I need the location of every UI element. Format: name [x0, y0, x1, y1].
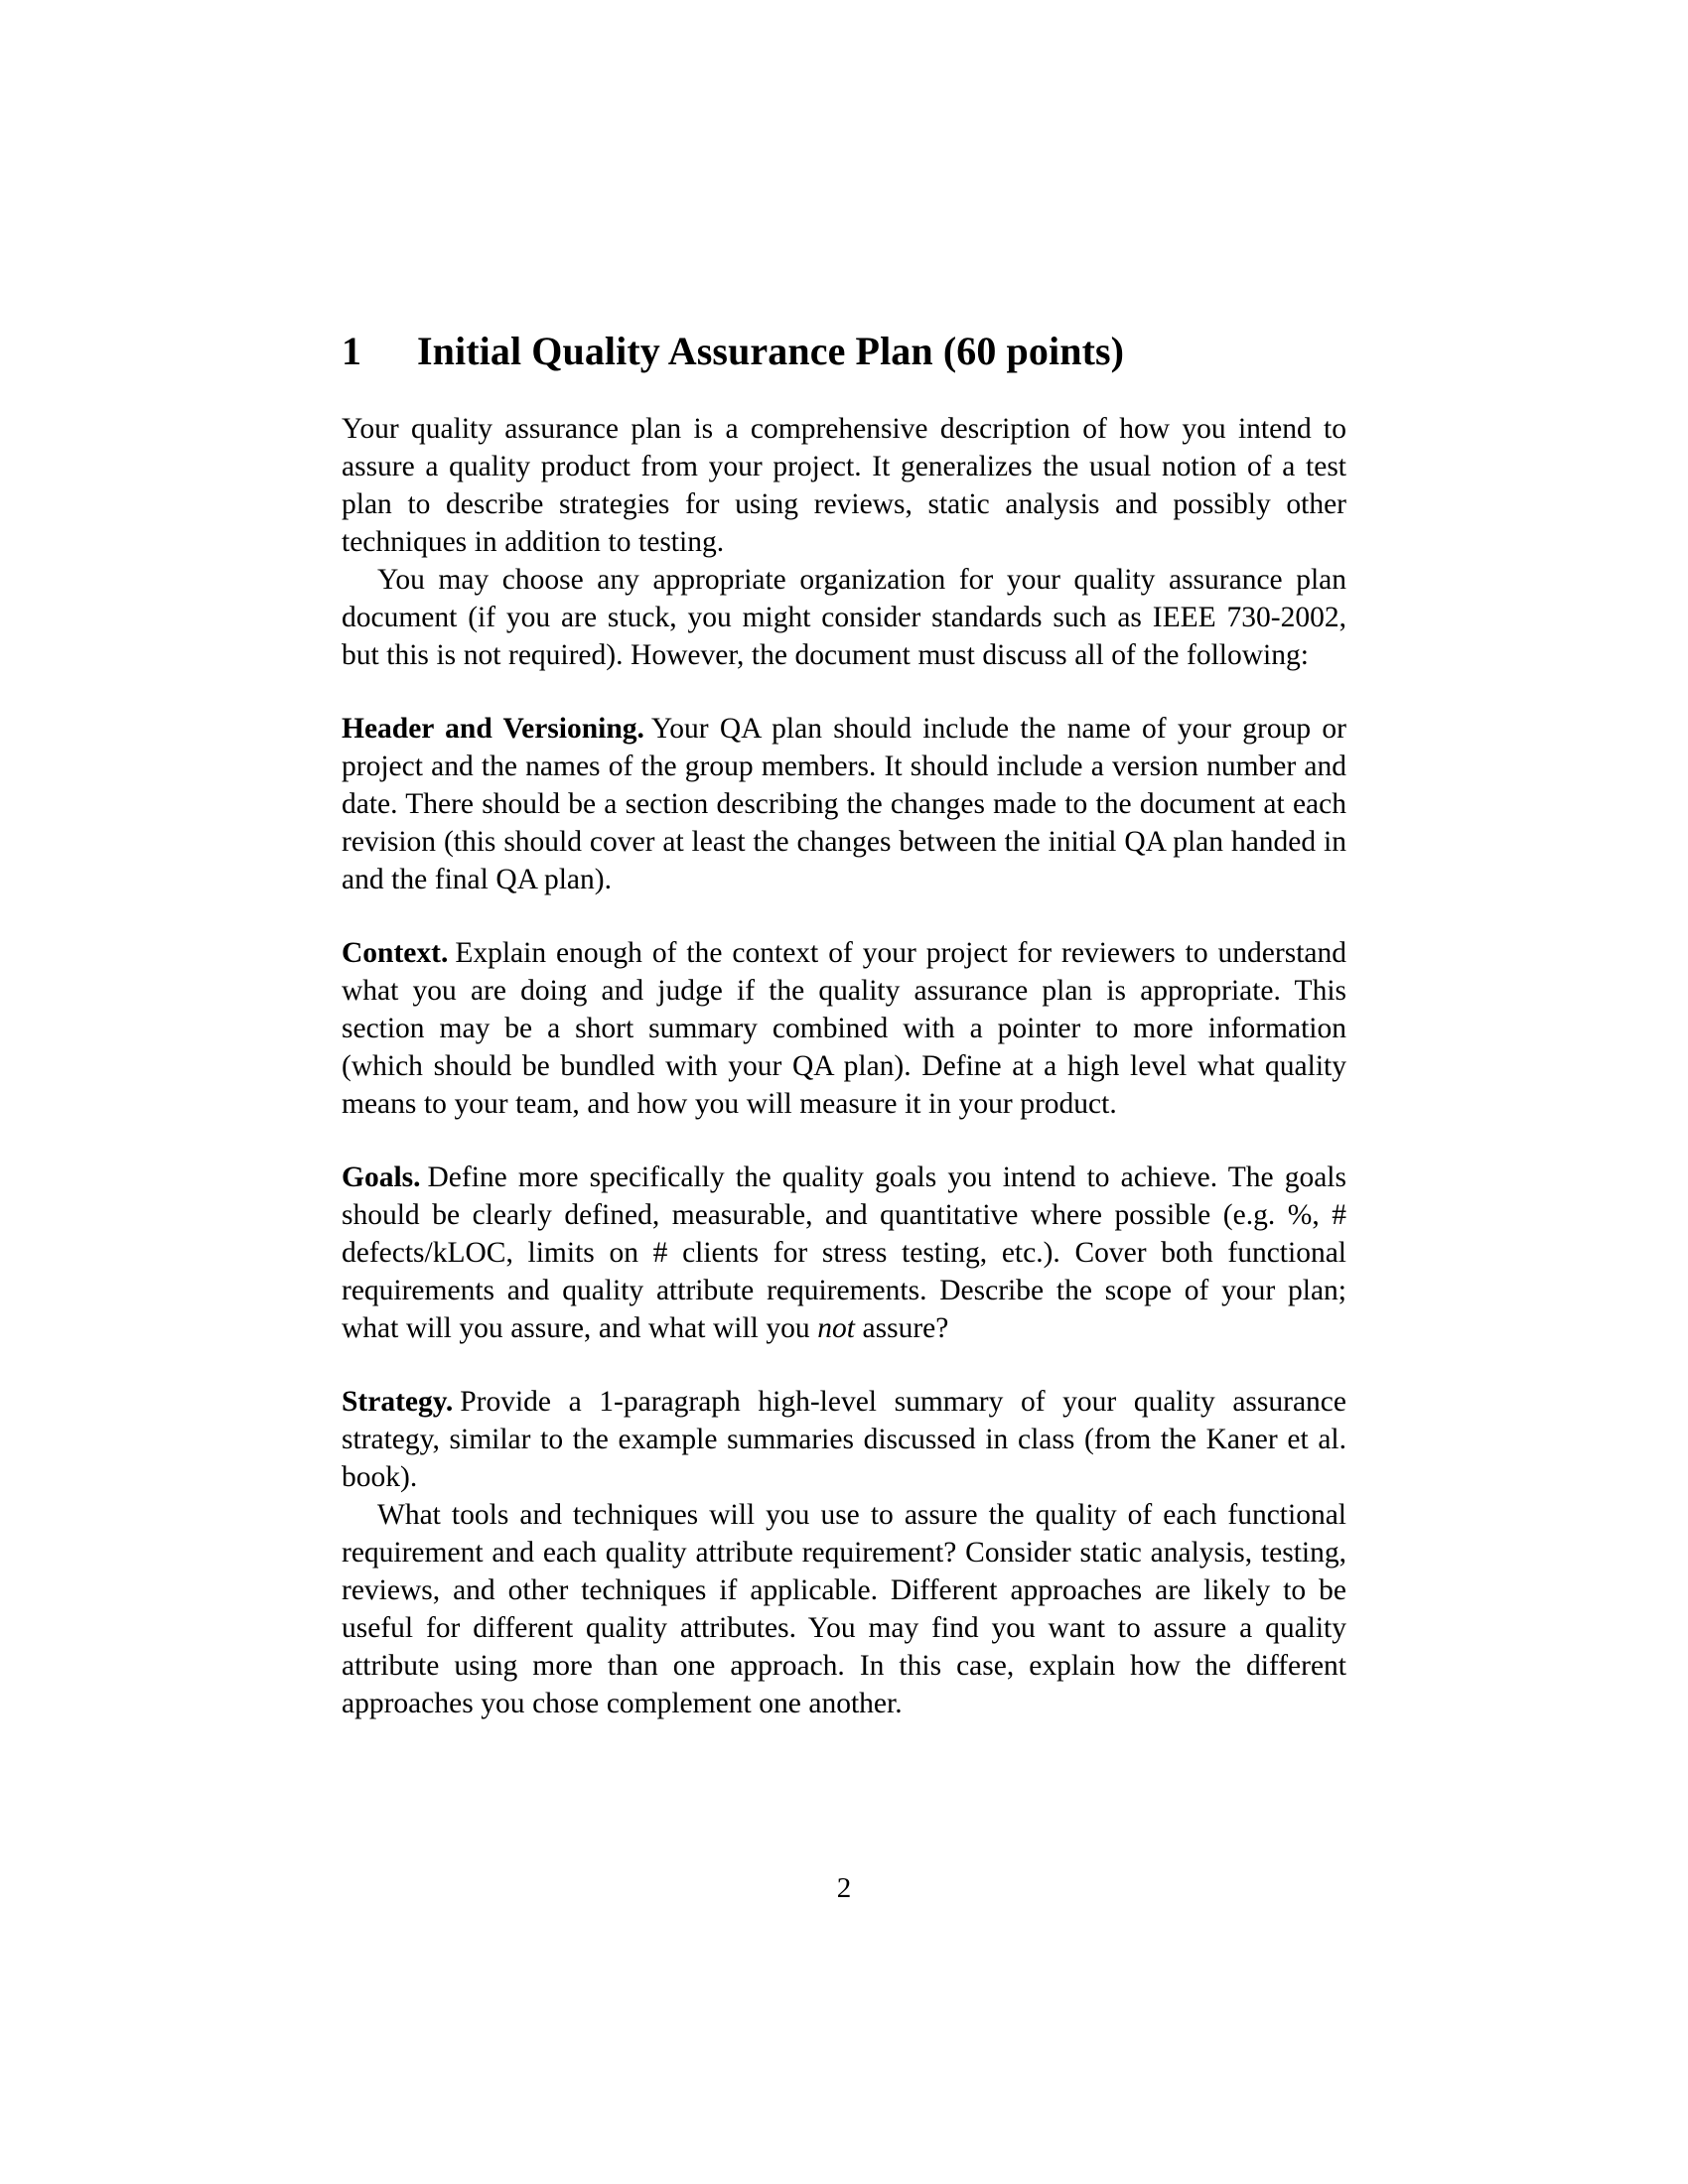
section-goals	[342, 1159, 1346, 1347]
intro-paragraph-2: You may choose any appropriate organization for your quality assurance plan document (if you are stuck, you might consider standards such as IEEE 730-2002, but this is not required). However, the document must discuss all of the following:	[342, 564, 1346, 672]
section-title-text: Initial Quality Assurance Plan (60 points)	[417, 329, 1125, 373]
emphasis-not: not	[817, 1312, 855, 1345]
section-strategy	[342, 1383, 1346, 1496]
page-content	[342, 328, 1346, 1722]
page-title	[342, 328, 1346, 374]
section-body-strategy: Provide a 1-paragraph high-level summary of your quality assurance strategy, similar to the example summaries discussed in class (from the Kaner et al. book).	[342, 1386, 1346, 1494]
runin-label-context: Context.	[342, 937, 449, 970]
section-body-goals-part1: Define more specifically the quality goals you intend to achieve. The goals should be clearly defined, measurable, and quantitative where possible (e.g. %, # defects/kLOC, limits on # clients for stress testing, etc.). Cover both functional requirements and quality attribute requirements. Describe the scope of your plan; what will you assure, and what will you	[342, 1161, 1346, 1345]
section-number: 1	[342, 329, 362, 373]
section-body-header-and-versioning: Your QA plan should include the name of your group or project and the names of the group members. It should include a version number and date. There should be a section describing the changes made to the document at each revision (this should cover at least the changes between the initial QA plan handed in and the final QA plan).	[342, 713, 1347, 896]
intro-paragraph-1: Your quality assurance plan is a comprehensive description of how you intend to assure a quality product from your project. It generalizes the usual notion of a test plan to describe strategies for using reviews, static analysis and possibly other techniques in addition to testing.	[342, 413, 1346, 559]
strategy-followup-paragraph: What tools and techniques will you use to assure the quality of each functional requirement and each quality attribute requirement? Consider static analysis, testing, reviews, and other techniques if applicable. Different approaches are likely to be useful for different quality attributes. You may find you want to assure a quality attribute using more than one approach. In this case, explain how the different approaches you chose complement one another.	[342, 1499, 1346, 1720]
page-number: 2	[836, 1872, 852, 1904]
section-context	[342, 934, 1346, 1123]
runin-label-strategy: Strategy.	[342, 1386, 454, 1419]
section-header-and-versioning	[342, 710, 1346, 898]
section-body-context: Explain enough of the context of your project for reviewers to understand what you are doing and judge if the quality assurance plan is appropriate. This section may be a short summary combined with a pointer to more information (which should be bundled with your QA plan). Define at a high level what quality means to your team, and how you will measure it in your product.	[342, 937, 1346, 1121]
runin-label-goals: Goals.	[342, 1161, 421, 1194]
section-body-goals-part2: assure?	[854, 1312, 949, 1345]
runin-label-header-and-versioning: Header and Versioning.	[342, 713, 644, 746]
